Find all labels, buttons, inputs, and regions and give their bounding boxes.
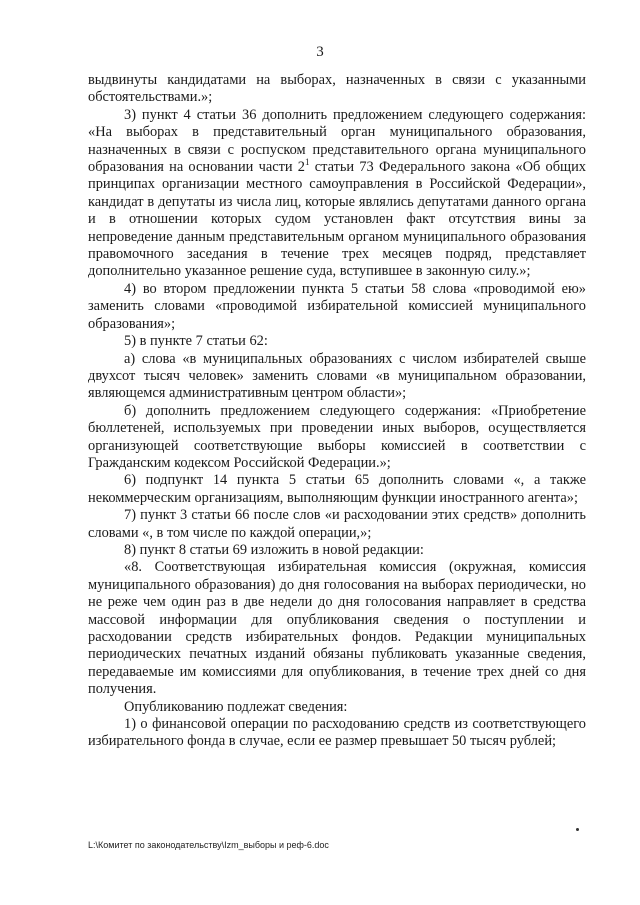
- scan-dot: [576, 828, 579, 831]
- paragraph-publication-intro: Опубликованию подлежат сведения:: [124, 698, 348, 715]
- paragraph-quote-8: «8. Соответствующая избирательная комиссия (окружная, комиссия муниципального образования) до дня голосования на выборах периодически, но не реже чем один раз в две недели до дня голосования направляет в средства массовой информации для опубликования сведения о поступлении и расходовании средств избирательных фондов. Редакции муниципальных периодических печатных изданий обязаны публиковать указанные сведения, передаваемые им комиссиями для опубликования, в течение трех дней со дня получения.: [88, 559, 586, 698]
- paragraph-item-4: 4) во втором предложении пункта 5 статьи 58 слова «проводимой ею» заменить словами «проводимой избирательной комиссией муниципального образования»;: [88, 280, 586, 332]
- paragraph-continuation: выдвинуты кандидатами на выборах, назначенных в связи с указанными обстоятельствами.»;: [88, 72, 586, 106]
- paragraph-item-5a: а) слова «в муниципальных образованиях с числом избирателей свыше двухсот тысяч человек» заменить словами «в муниципальном образовании, являющемся административным центром области»;: [88, 350, 586, 402]
- footer-file-path: L:\Комитет по законодательству\Izm_выборы и реф-6.doc: [88, 840, 329, 850]
- page-number: 3: [316, 44, 324, 60]
- superscript-mark: 1: [305, 157, 310, 168]
- paragraph-item-5: 5) в пункте 7 статьи 62:: [124, 333, 268, 350]
- paragraph-item-5b: б) дополнить предложением следующего содержания: «Приобретение бюллетеней, используемых при проведении иных выборов, осуществляется организующей соответствующие выборы комиссией в соответствии с Гражданским кодексом Российской Федерации.»;: [88, 402, 586, 471]
- paragraph-item-3-text: 3) пункт 4 статьи 36 дополнить предложением следующего содержания: «На выборах в представительный орган муниципального образования, назначенных в связи с роспуском представительного органа муниципального образования на основании части 2: [88, 106, 586, 176]
- document-body: [88, 72, 586, 751]
- paragraph-item-7: 7) пункт 3 статьи 66 после слов «и расходовании этих средств» дополнить словами «, в том числе по каждой операции,»;: [88, 507, 586, 541]
- paragraph-publication-item-1: 1) о финансовой операции по расходованию средств из соответствующего избирательного фонда в случае, если ее размер превышает 50 тысяч рублей;: [88, 716, 586, 750]
- paragraph-item-6: 6) подпункт 14 пункта 5 статьи 65 дополнить словами «, а также некоммерческим организациям, выполняющим функции иностранного агента»;: [88, 472, 586, 506]
- paragraph-item-8: 8) пункт 8 статьи 69 изложить в новой редакции:: [124, 541, 424, 558]
- paragraph-item-3: [88, 107, 586, 281]
- paragraph-item-3-rest: статьи 73 Федерального закона «Об общих принципах организации местного самоуправления в Российской Федерации», кандидат в депутаты из числа лиц, которые являлись депутатами данного органа и в отношении которых судом установлен факт отсутствия вины за непроведение данным представительным органом муниципального образования правомочного заседания в течение трех месяцев подряд, представляет дополнительно указанное решение суда, вступившее в законную силу.»;: [88, 159, 586, 280]
